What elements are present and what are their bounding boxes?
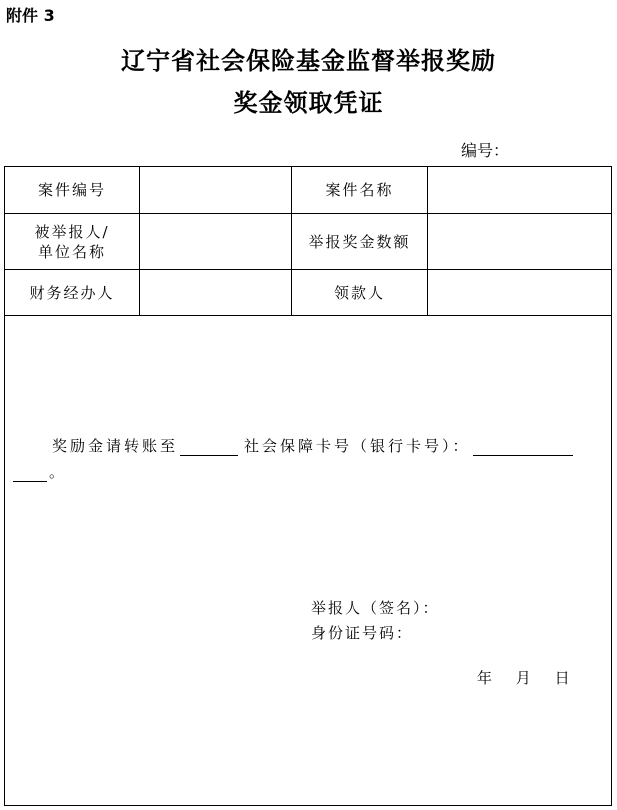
year-label: 年 bbox=[477, 669, 493, 687]
signature-block bbox=[311, 596, 440, 646]
finance-handler-field[interactable] bbox=[140, 270, 292, 315]
voucher-form bbox=[4, 166, 612, 806]
table-row bbox=[5, 167, 611, 214]
serial-number-label: 编号： bbox=[461, 141, 510, 160]
transfer-continuation bbox=[13, 461, 64, 482]
case-number-label: 案件编号 bbox=[5, 167, 140, 213]
document-title-line2: 奖金领取凭证 bbox=[233, 88, 384, 117]
case-name-label: 案件名称 bbox=[292, 167, 428, 213]
payee-label: 领款人 bbox=[292, 270, 428, 315]
transfer-end: 。 bbox=[49, 463, 65, 481]
reward-amount-label: 举报奖金数额 bbox=[292, 214, 428, 269]
attachment-label: 附件 3 bbox=[6, 6, 55, 25]
table-row bbox=[5, 214, 611, 270]
reported-party-field[interactable] bbox=[140, 214, 292, 269]
month-label: 月 bbox=[515, 669, 531, 687]
case-name-field[interactable] bbox=[428, 167, 611, 213]
table-row bbox=[5, 270, 611, 316]
id-number-label: 身份证号码： bbox=[311, 624, 414, 642]
case-number-field[interactable] bbox=[140, 167, 292, 213]
reporter-signature-label: 举报人（签名）： bbox=[311, 599, 440, 617]
day-label: 日 bbox=[554, 669, 570, 687]
card-number-blank-continued[interactable] bbox=[13, 463, 47, 482]
finance-handler-label: 财务经办人 bbox=[5, 270, 140, 315]
document-title-line1: 辽宁省社会保险基金监督举报奖励 bbox=[121, 46, 496, 75]
reward-amount-field[interactable] bbox=[428, 214, 611, 269]
reported-party-label: 被举报人/ 单位名称 bbox=[5, 214, 140, 269]
transfer-target-blank[interactable] bbox=[180, 437, 238, 456]
date-line bbox=[477, 667, 570, 688]
payee-field[interactable] bbox=[428, 270, 611, 315]
transfer-prefix: 奖励金请转账至 bbox=[52, 437, 179, 455]
transfer-statement bbox=[52, 435, 573, 456]
card-number-blank[interactable] bbox=[473, 437, 573, 456]
transfer-card-label: 社会保障卡号（银行卡号）： bbox=[244, 437, 471, 455]
